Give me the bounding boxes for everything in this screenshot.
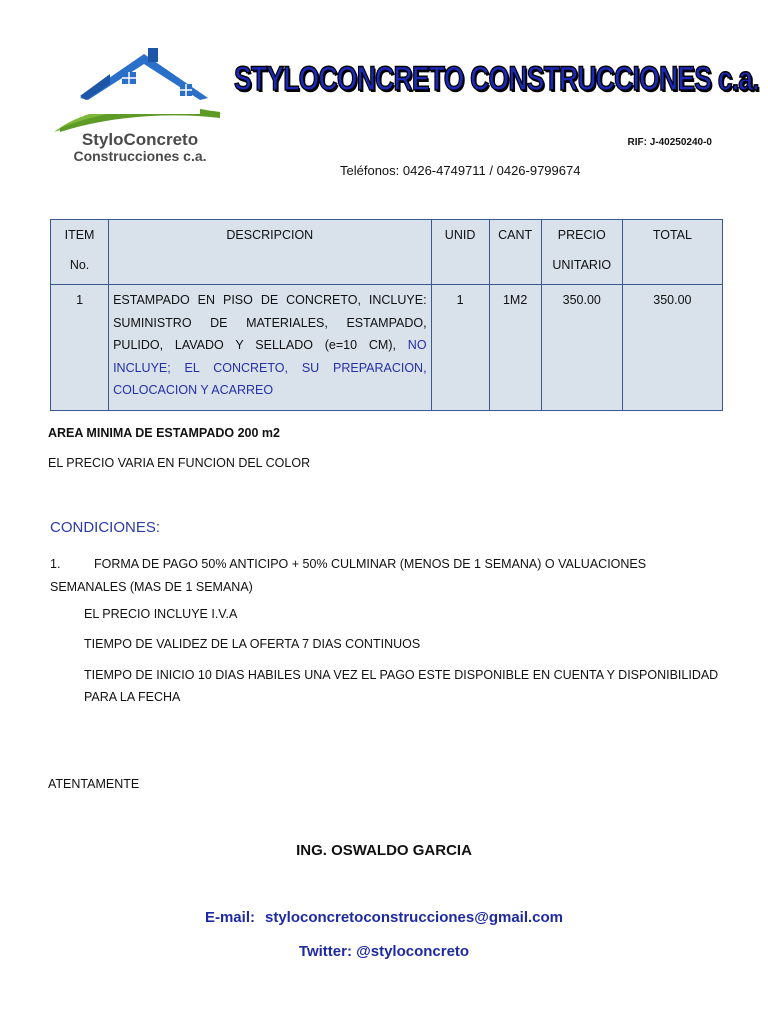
table-row	[51, 285, 723, 411]
header-description: DESCRIPCION	[109, 220, 431, 285]
rif-number: RIF: J-40250240-0	[627, 137, 712, 148]
condition-start-line1: TIEMPO DE INICIO 10 DIAS HABILES UNA VEZ EL PAGO ESTE DISPONIBLE EN CUENTA Y DISPONIBILIDAD	[84, 668, 719, 682]
twitter-handle[interactable]: Twitter: @styloconcreto	[298, 943, 470, 960]
header-price-line1: PRECIO	[557, 228, 606, 242]
description-note: NO INCLUYE; EL CONCRETO, SU PREPARACION, COLOCACION Y ACARREO	[113, 338, 427, 397]
signatory-name: ING. OSWALDO GARCIA	[296, 842, 472, 859]
header-item-line1: ITEM	[64, 228, 95, 242]
cell-unit: 1	[431, 285, 489, 411]
closing-regards: ATENTAMENTE	[48, 777, 140, 791]
header-price	[541, 220, 622, 285]
phone-numbers: Teléfonos: 0426-4749711 / 0426-9799674	[340, 163, 581, 178]
logo-text-line1: StyloConcreto	[81, 130, 199, 149]
price-varies-note: EL PRECIO VARIA EN FUNCION DEL COLOR	[48, 456, 311, 470]
condition-item-1	[50, 553, 720, 598]
condition-start-line2: PARA LA FECHA	[84, 690, 181, 704]
condition-validity: TIEMPO DE VALIDEZ DE LA OFERTA 7 DIAS CONTINUOS	[84, 637, 421, 651]
table-header-row	[51, 220, 723, 285]
condition-item-1-text: FORMA DE PAGO 50% ANTICIPO + 50% CULMINAR (MENOS DE 1 SEMANA) O VALUACIONES SEMANALES (MAS DE 1 SEMANA)	[50, 557, 647, 594]
company-title: STYLOCONCRETO CONSTRUCCIONES c.a.	[234, 60, 759, 98]
condition-item-1-number: 1.	[50, 557, 61, 571]
logo-text-line2: Construcciones c.a.	[73, 148, 207, 164]
header-item-line2: No.	[69, 258, 90, 272]
header-total: TOTAL	[622, 220, 722, 285]
header-unit: UNID	[431, 220, 489, 285]
cell-item: 1	[51, 285, 109, 411]
condition-iva: EL PRECIO INCLUYE I.V.A	[84, 607, 238, 621]
cell-qty: 1M2	[489, 285, 541, 411]
email-label: E-mail:	[204, 909, 255, 926]
cell-price: 350.00	[541, 285, 622, 411]
email-address[interactable]: styloconcretoconstrucciones@gmail.com	[264, 909, 564, 926]
email-line	[0, 909, 768, 926]
header-qty: CANT	[489, 220, 541, 285]
cell-total: 350.00	[622, 285, 722, 411]
description-text: ESTAMPADO EN PISO DE CONCRETO, INCLUYE: SUMINISTRO DE MATERIALES, ESTAMPADO, PULIDO, LAVADO Y SELLADO (e=10 CM),	[113, 293, 427, 352]
quote-table	[50, 219, 723, 411]
conditions-title: CONDICIONES:	[50, 519, 161, 536]
min-area-note: AREA MINIMA DE ESTAMPADO 200 m2	[48, 426, 280, 440]
cell-description	[109, 285, 431, 411]
header-price-line2: UNITARIO	[552, 258, 612, 272]
header-item	[51, 220, 109, 285]
logo-chimney	[148, 48, 158, 62]
